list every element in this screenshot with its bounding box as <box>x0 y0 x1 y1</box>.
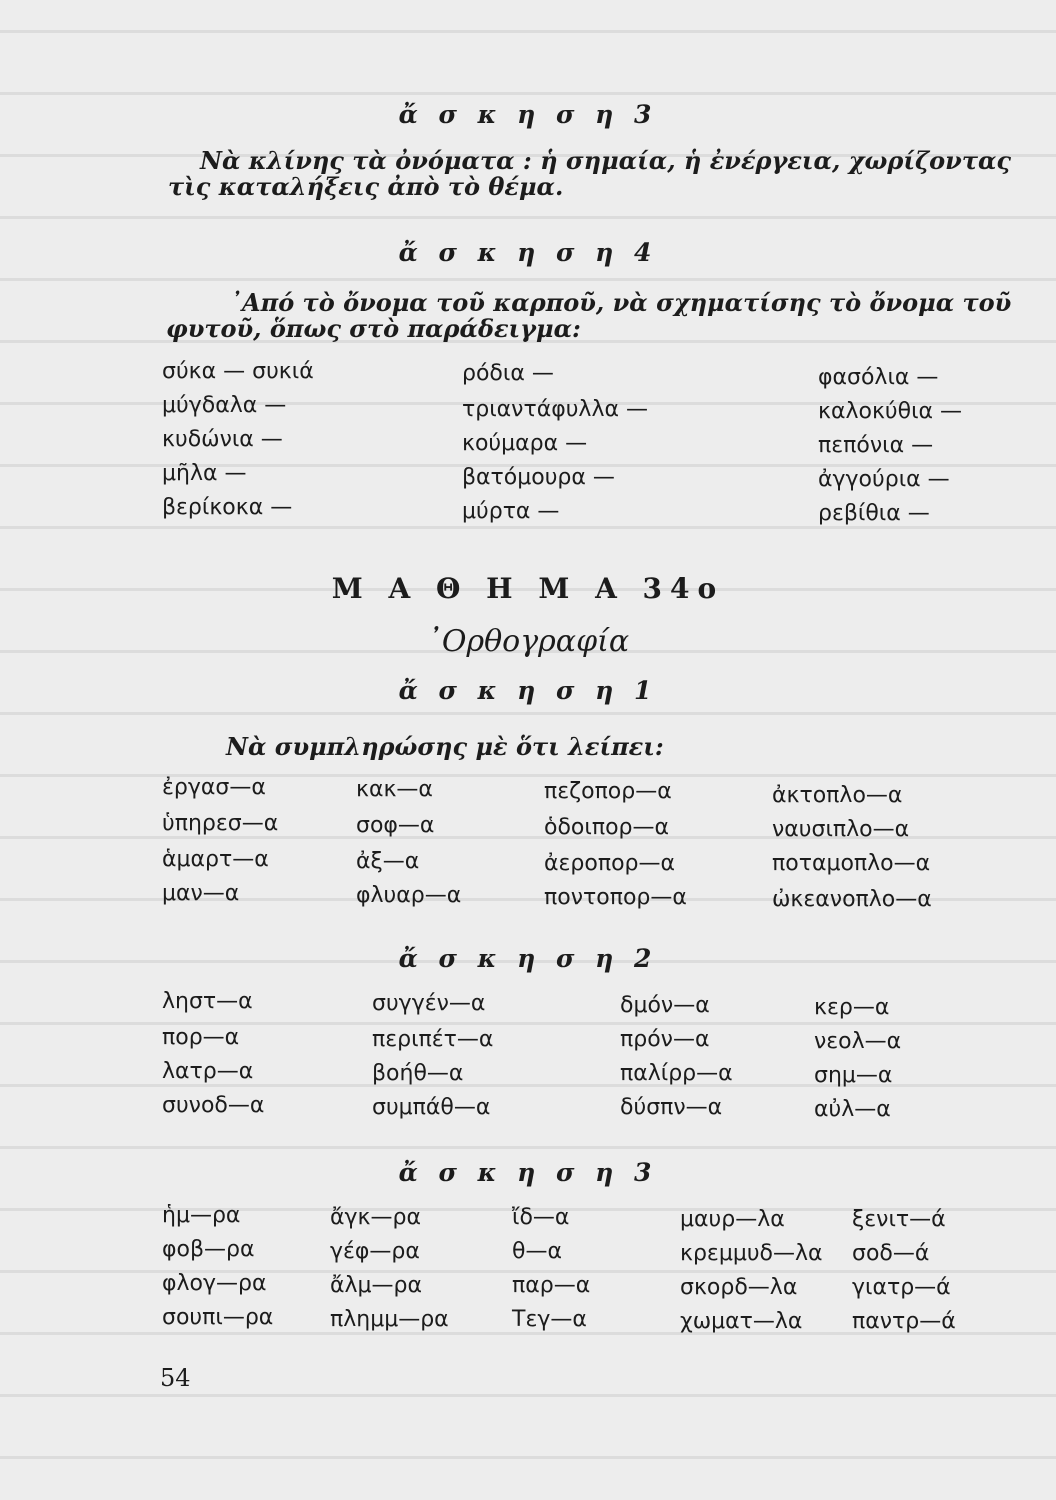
ex2-c3-r1: δμόν—α <box>620 993 710 1018</box>
ex4-c3-r3: πεπόνια — <box>818 433 934 458</box>
ex2-c2-r4: συμπάθ—α <box>372 1095 491 1120</box>
ex3b-c3-r1: ἴδ—α <box>512 1205 570 1230</box>
ex2-c4-r2: νεολ—α <box>814 1029 902 1054</box>
ex3b-c4-r1: μαυρ—λα <box>680 1207 785 1232</box>
ex2-c4-r4: αὐλ—α <box>814 1097 891 1122</box>
ex1-c1-r4: μαν—α <box>162 881 240 906</box>
ex3b-c2-r2: γέφ—ρα <box>330 1239 420 1264</box>
ex2-c4-r3: σημ—α <box>814 1063 893 1088</box>
ex3b-c5-r2: σοδ—ά <box>852 1241 930 1266</box>
ex1-c3-r2: ὁδοιπορ—α <box>544 815 669 840</box>
ex4-c2-r4: βατόμουρα — <box>462 465 615 490</box>
ex4-c2-r1: ρόδια — <box>462 361 554 386</box>
exercise-2-heading: ἄ σ κ η σ η 2 <box>398 944 658 973</box>
page-number: 54 <box>160 1364 191 1392</box>
ex3b-c4-r4: χωματ—λα <box>680 1309 803 1334</box>
exercise-1-instruction: Νὰ συμπληρώσης μὲ ὅτι λείπει: <box>226 732 664 761</box>
exercise-1-heading: ἄ σ κ η σ η 1 <box>398 676 658 705</box>
ex3b-c2-r4: πλημμ—ρα <box>330 1307 449 1332</box>
ex4-c2-r3: κούμαρα — <box>462 431 588 456</box>
ex2-c2-r2: περιπέτ—α <box>372 1027 494 1052</box>
exercise-3-instruction-line1: Νὰ κλίνης τὰ ὀνόματα : ἡ σημαία, ἡ ἐνέργεια, χωρίζοντας <box>200 146 1012 175</box>
exercise-3-instruction-line2: τὶς καταλήξεις ἀπὸ τὸ θέμα. <box>168 172 564 201</box>
ex3b-c5-r4: παντρ—ά <box>852 1309 956 1334</box>
ex2-c1-r2: πορ—α <box>162 1025 240 1050</box>
ex4-c1-r1: σύκα — συκιά <box>162 359 314 384</box>
ex1-c2-r1: κακ—α <box>356 777 433 802</box>
ex4-c3-r2: καλοκύθια — <box>818 399 963 424</box>
ex1-c4-r4: ὠκεανοπλο—α <box>772 887 932 912</box>
ex4-c3-r5: ρεβίθια — <box>818 501 930 526</box>
ex3b-c3-r2: θ—α <box>512 1239 562 1264</box>
ex1-c2-r4: φλυαρ—α <box>356 883 462 908</box>
exercise-4-instruction-line2: φυτοῦ, ὅπως στὸ παράδειγμα: <box>166 314 581 343</box>
ex2-c3-r2: πρόν—α <box>620 1027 710 1052</box>
exercise-3-heading: ἄ σ κ η σ η 3 <box>398 100 658 129</box>
ex3b-c1-r3: φλογ—ρα <box>162 1271 267 1296</box>
ex4-c2-r5: μύρτα — <box>462 499 560 524</box>
exercise-4-heading: ἄ σ κ η σ η 4 <box>398 238 658 267</box>
ex2-c2-r3: βοήθ—α <box>372 1061 464 1086</box>
ex3b-c5-r3: γιατρ—ά <box>852 1275 951 1300</box>
ex2-c1-r3: λατρ—α <box>162 1059 254 1084</box>
ex2-c3-r4: δύσπν—α <box>620 1095 723 1120</box>
ex4-c3-r1: φασόλια — <box>818 365 939 390</box>
ex3b-c2-r1: ἄγκ—ρα <box>330 1205 421 1230</box>
ex3b-c1-r1: ἡμ—ρα <box>162 1203 241 1228</box>
ex4-c1-r2: μύγδαλα — <box>162 393 287 418</box>
ex3b-c3-r3: παρ—α <box>512 1273 591 1298</box>
ex3b-c3-r4: Τεγ—α <box>512 1307 587 1332</box>
ex2-c4-r1: κερ—α <box>814 995 890 1020</box>
exercise-3b-heading: ἄ σ κ η σ η 3 <box>398 1158 658 1187</box>
ex1-c4-r1: ἀκτοπλο—α <box>772 783 903 808</box>
ex4-c1-r5: βερίκοκα — <box>162 495 293 520</box>
ex3b-c2-r3: ἄλμ—ρα <box>330 1273 422 1298</box>
ex1-c1-r3: ἁμαρτ—α <box>162 847 269 872</box>
ex1-c3-r3: ἀεροπορ—α <box>544 851 675 876</box>
ex2-c3-r3: παλίρρ—α <box>620 1061 733 1086</box>
ex1-c3-r1: πεζοπορ—α <box>544 779 672 804</box>
ex4-c3-r4: ἀγγούρια — <box>818 467 950 492</box>
lesson-subtitle: ᾿Ορθογραφία <box>426 624 630 659</box>
ex3b-c1-r4: σουπι—ρα <box>162 1305 274 1330</box>
ex4-c1-r3: κυδώνια — <box>162 427 283 452</box>
ex1-c3-r4: ποντοπορ—α <box>544 885 687 910</box>
exercise-4-instruction-line1: ᾿Από τὸ ὄνομα τοῦ καρποῦ, νὰ σχηματίσης τὸ ὄνομα τοῦ <box>230 288 1012 317</box>
ex4-c1-r4: μῆλα — <box>162 461 247 486</box>
ex3b-c5-r1: ξενιτ—ά <box>852 1207 946 1232</box>
ex3b-c4-r3: σκορδ—λα <box>680 1275 798 1300</box>
ex2-c1-r1: ληστ—α <box>162 989 253 1014</box>
ex2-c1-r4: συνοδ—α <box>162 1093 265 1118</box>
ex1-c2-r2: σοφ—α <box>356 813 435 838</box>
ex4-c2-r2: τριαντάφυλλα — <box>462 397 648 422</box>
ex1-c4-r2: ναυσιπλο—α <box>772 817 910 842</box>
ex3b-c1-r2: φοβ—ρα <box>162 1237 255 1262</box>
ex1-c1-r2: ὑπηρεσ—α <box>162 811 279 836</box>
ex3b-c4-r2: κρεμμυδ—λα <box>680 1241 823 1266</box>
ex1-c1-r1: ἐργασ—α <box>162 775 266 800</box>
lesson-title: Μ Α Θ Η Μ Α 34ο <box>331 572 725 605</box>
ex1-c2-r3: ἀξ—α <box>356 849 420 874</box>
ex1-c4-r3: ποταμοπλο—α <box>772 851 931 876</box>
ex2-c2-r1: συγγέν—α <box>372 991 486 1016</box>
